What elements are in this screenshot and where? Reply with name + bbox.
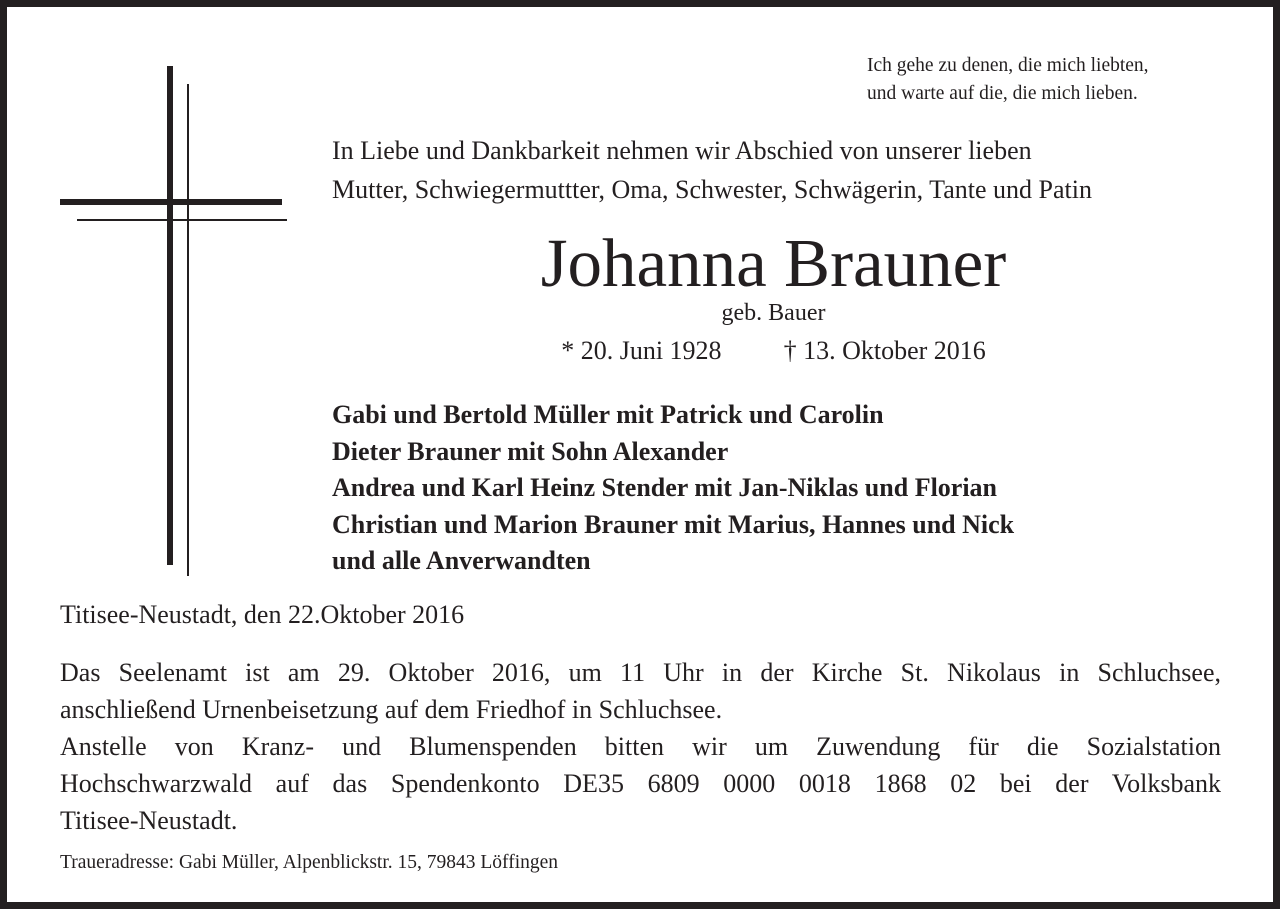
quote-line: Ich gehe zu denen, die mich liebten,: [867, 55, 1149, 76]
maiden-name: geb. Bauer: [721, 300, 826, 326]
intro-line: In Liebe und Dankbarkeit nehmen wir Abschied von unserer lieben: [332, 136, 1032, 165]
intro-text: [332, 131, 1092, 209]
mourner-line: Christian und Marion Brauner mit Marius, Hannes und Nick: [332, 509, 1015, 539]
cross-vertical-bar-thin: [187, 84, 189, 576]
mourner-line: Gabi und Bertold Müller mit Patrick und Carolin: [332, 400, 884, 429]
death-date: † 13. Oktober 2016: [783, 336, 986, 365]
mourner-line: Andrea und Karl Heinz Stender mit Jan-Niklas und Florian: [332, 473, 998, 502]
deceased-name: Johanna Brauner: [540, 225, 1007, 301]
life-dates: [332, 333, 1215, 369]
donation-line: Titisee-Neustadt.: [60, 806, 238, 835]
epigraph-quote: [867, 52, 1149, 108]
mourners-list: [332, 397, 1014, 580]
cross-horizontal-bar-thin: [77, 219, 287, 221]
service-line: anschließend Urnenbeisetzung auf dem Friedhof in Schluchsee.: [60, 695, 723, 724]
quote-line: und warte auf die, die mich lieben.: [867, 83, 1138, 104]
cross-vertical-bar-thick: [167, 66, 173, 565]
place-and-date: Titisee-Neustadt, den 22.Oktober 2016: [60, 600, 465, 629]
birth-date: * 20. Juni 1928: [561, 336, 722, 365]
cross-horizontal-bar-thick: [60, 199, 282, 205]
donation-line: Hochschwarzwald auf das Spendenkonto DE35 6809 0000 0018 1868 02 bei der Volksbank: [60, 769, 1221, 798]
donation-line: Anstelle von Kranz- und Blumenspenden bitten wir um Zuwendung für die Sozialstation: [60, 732, 1221, 761]
intro-line: Mutter, Schwiegermuttter, Oma, Schwester, Schwägerin, Tante und Patin: [332, 175, 1092, 204]
mourner-line: und alle Anverwandten: [332, 546, 591, 575]
mourning-address: Traueradresse: Gabi Müller, Alpenblickstr. 15, 79843 Löffingen: [60, 852, 559, 873]
mourner-line: Dieter Brauner mit Sohn Alexander: [332, 436, 729, 466]
service-notice: [60, 654, 1221, 839]
service-line: Das Seelenamt ist am 29. Oktober 2016, um 11 Uhr in der Kirche St. Nikolaus in Schluchsee,: [60, 658, 1221, 687]
